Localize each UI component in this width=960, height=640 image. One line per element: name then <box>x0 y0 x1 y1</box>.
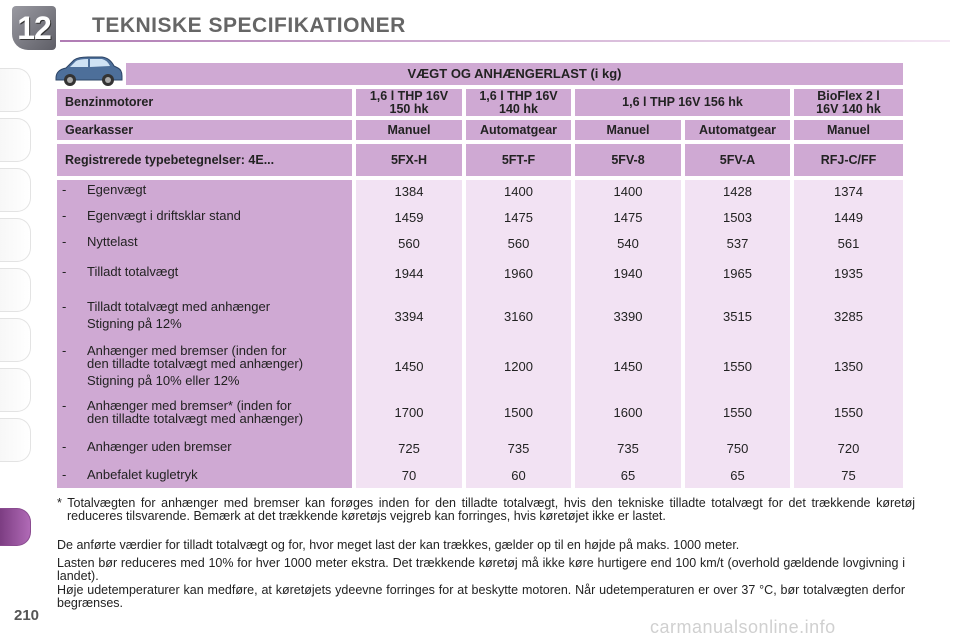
footnote-asterisk: * Totalvægten for anhænger med bremser kan forøges inden for den tilladte totalvægt, hvis den tekniske tilladte totalvægt for det trækkende køretøj reduceres tilsvarende. Bemærk at det trækkende køretøjs vejgreb kan forringes, hvis køretøjet ikke er lastet. <box>57 496 915 523</box>
watermark: carmanualsonline.info <box>650 617 836 637</box>
table-cell: 1400 <box>613 184 643 199</box>
row-label-text: Anhænger med bremser* (inden for <box>87 398 292 413</box>
gearbox-cell: Automatgear <box>466 120 571 140</box>
row-label-subtext: Stigning på 10% eller 12% <box>87 373 240 388</box>
type-cell: 5FX-H <box>356 144 462 176</box>
table-cell: 1550 <box>723 405 752 420</box>
table-cell: 1400 <box>504 184 533 199</box>
table-cell: 1700 <box>394 405 424 420</box>
chapter-tab[interactable] <box>0 418 31 462</box>
table-cell: 1965 <box>723 266 752 281</box>
type-row-label: Registrerede typebetegnelser: 4E... <box>57 144 352 176</box>
table-cell: 1475 <box>613 210 643 225</box>
row-label-line2: den tilladte totalvægt med anhænger) <box>87 411 304 426</box>
row-label-subtext: Stigning på 12% <box>87 316 182 331</box>
row-dash: - <box>62 208 67 223</box>
engine-header-2 <box>466 89 571 116</box>
row-label-text: Egenvægt <box>87 182 147 197</box>
table-cell: 1550 <box>723 359 752 374</box>
gearbox-cell: Manuel <box>575 120 681 140</box>
table-cell: 1200 <box>504 359 533 374</box>
type-cell: RFJ-C/FF <box>794 144 903 176</box>
table-cell: 1500 <box>504 405 533 420</box>
table-cell: 3390 <box>613 309 643 324</box>
table-cell: 60 <box>511 468 526 483</box>
type-cell: 5FV-A <box>685 144 790 176</box>
table-cell: 725 <box>398 441 420 456</box>
table-cell: 3285 <box>834 309 863 324</box>
table-cell: 1449 <box>834 210 863 225</box>
row-dash: - <box>62 264 67 279</box>
engine-header-4-line2: 16V 140 hk <box>816 101 881 116</box>
table-cell: 560 <box>507 236 530 251</box>
table-cell: 3160 <box>504 309 533 324</box>
row-dash: - <box>62 299 67 314</box>
row-label-text: Nyttelast <box>87 234 138 249</box>
engine-header-4 <box>794 89 903 116</box>
table-cell: 750 <box>726 441 749 456</box>
car-icon <box>52 54 124 88</box>
gearbox-row-label: Gearkasser <box>57 120 352 140</box>
engine-header-1 <box>356 89 462 116</box>
page-title: TEKNISKE SPECIFIKATIONER <box>92 14 406 37</box>
row-label-text: Tilladt totalvægt med anhænger <box>87 299 271 314</box>
table-cell: 70 <box>401 468 417 483</box>
table-cell: 735 <box>617 441 639 456</box>
table-cell: 537 <box>726 236 749 251</box>
table-cell: 75 <box>841 468 856 483</box>
chapter-tab[interactable] <box>0 368 31 412</box>
chapter-tab[interactable] <box>0 118 31 162</box>
row-dash: - <box>62 234 67 249</box>
gearbox-cell: Automatgear <box>685 120 790 140</box>
chapter-tab[interactable] <box>0 68 31 112</box>
table-cell: 1350 <box>834 359 863 374</box>
chapter-tab-active[interactable] <box>0 508 31 546</box>
row-dash: - <box>62 182 67 197</box>
engine-header-4-line1: BioFlex 2 l <box>817 88 880 103</box>
row-dash: - <box>62 467 67 482</box>
table-cell: 735 <box>507 441 530 456</box>
type-cell: 5FT-F <box>466 144 571 176</box>
engine-header-3: 1,6 l THP 16V 156 hk <box>575 89 790 116</box>
table-cell: 1940 <box>613 266 643 281</box>
row-dash: - <box>62 439 67 454</box>
row-label-text: Tilladt totalvægt <box>87 264 179 279</box>
engine-header-1-line2: 150 hk <box>389 101 429 116</box>
engine-header-1-line1: 1,6 l THP 16V <box>369 88 449 103</box>
row-label-text: Egenvægt i driftsklar stand <box>87 208 241 223</box>
table-cell: 1503 <box>723 210 752 225</box>
engine-header-2-line1: 1,6 l THP 16V <box>479 88 558 103</box>
type-cell: 5FV-8 <box>575 144 681 176</box>
chapter-tab[interactable] <box>0 168 31 212</box>
table-cell: 1960 <box>504 266 533 281</box>
table-cell: 1450 <box>613 359 643 374</box>
table-cell: 3394 <box>394 309 424 324</box>
table-cell: 1935 <box>834 266 863 281</box>
table-cell: 65 <box>730 468 745 483</box>
table-cell: 1384 <box>394 184 424 199</box>
table-cell: 1475 <box>504 210 533 225</box>
table-cell: 1374 <box>834 184 863 199</box>
table-cell: 1600 <box>613 405 643 420</box>
chapter-tab[interactable] <box>0 268 31 312</box>
table-cell: 1944 <box>394 266 424 281</box>
chapter-tab[interactable] <box>0 218 31 262</box>
table-cell: 3515 <box>723 309 752 324</box>
row-label-text: Anhænger uden bremser <box>87 439 232 454</box>
engine-header-2-line2: 140 hk <box>499 101 538 116</box>
note-paragraph: Høje udetemperaturer kan medføre, at køretøjets ydeevne forringes for at beskytte motoren. Når udetemperaturen er over 37 °C, bør totalvægten derfor begrænses. <box>57 583 905 610</box>
chapter-tab[interactable] <box>0 318 31 362</box>
engine-row-label: Benzinmotorer <box>57 89 352 116</box>
section-title: VÆGT OG ANHÆNGERLAST (i kg) <box>126 63 903 85</box>
page-number: 210 <box>14 607 40 624</box>
table-cell: 540 <box>617 236 639 251</box>
note-paragraph: De anførte værdier for tilladt totalvægt og for, hvor meget last der kan trækkes, gælder op til en højde på maks. 1000 meter. <box>57 538 740 552</box>
table-cell: 561 <box>837 236 860 251</box>
table-cell: 1428 <box>723 184 752 199</box>
row-label-text: Anhænger med bremser (inden for <box>87 343 287 358</box>
table-cell: 65 <box>620 468 636 483</box>
table-cell: 560 <box>398 236 420 251</box>
row-dash: - <box>62 398 67 413</box>
table-cell: 1459 <box>394 210 424 225</box>
row-dash: - <box>62 343 67 358</box>
gearbox-cell: Manuel <box>794 120 903 140</box>
gearbox-cell: Manuel <box>356 120 462 140</box>
note-paragraph: Lasten bør reduceres med 10% for hver 1000 meter ekstra. Det trækkende køretøj må ikke køre hurtigere end 100 km/t (overhold gældende lovgivning i landet). <box>57 556 905 583</box>
row-label-line2: den tilladte totalvægt med anhænger) <box>87 356 304 371</box>
chapter-number-badge: 12 <box>12 6 56 50</box>
title-underline <box>60 40 950 42</box>
table-cell: 1550 <box>834 405 863 420</box>
table-cell: 720 <box>837 441 860 456</box>
table-cell: 1450 <box>394 359 424 374</box>
row-label-text: Anbefalet kugletryk <box>87 467 198 482</box>
